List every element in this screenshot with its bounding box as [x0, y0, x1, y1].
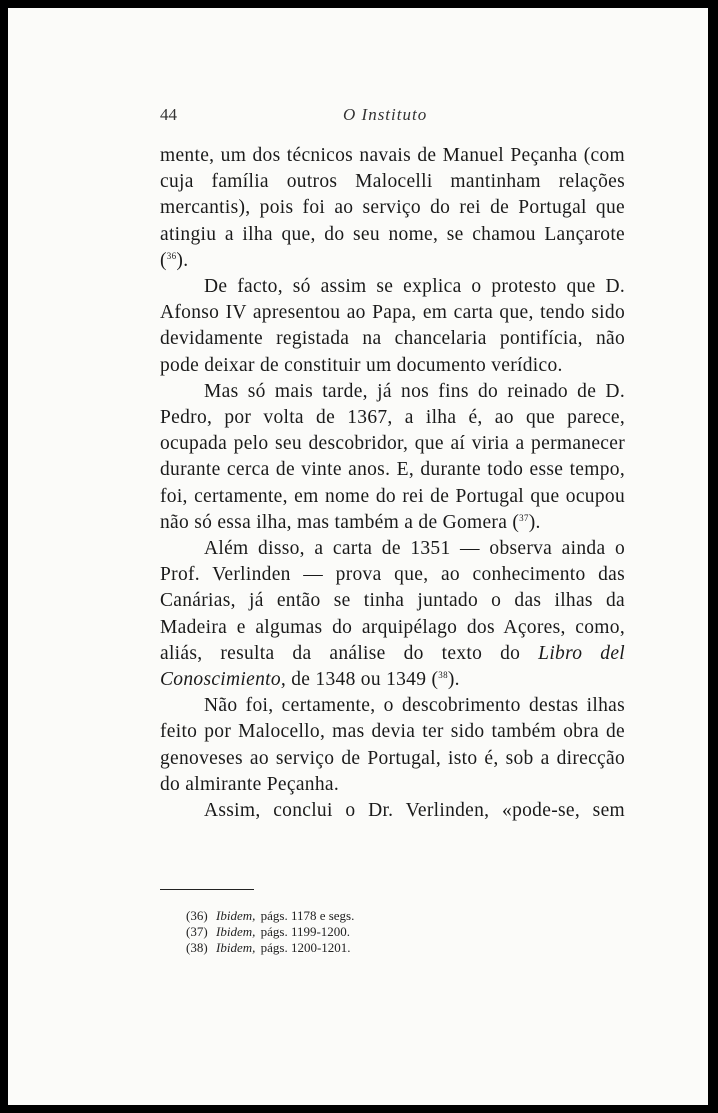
- footnote-detail: págs. 1200-1201.: [260, 940, 351, 955]
- footnote: [186, 924, 354, 940]
- body-text: [160, 143, 625, 824]
- paragraph-text: ).: [447, 669, 460, 691]
- paragraph: [160, 143, 625, 274]
- paragraph-text: ).: [528, 511, 541, 533]
- footnote-marker: (38): [186, 940, 208, 955]
- paragraph: [160, 379, 625, 536]
- footnote-reference: 37: [519, 512, 529, 523]
- paragraph: [160, 274, 625, 379]
- footnote-source: Ibidem,: [216, 924, 256, 939]
- paragraph-text: Não foi, certamente, o descobrimento destas ilhas feito por Malocello, mas devia ter sido também obra de genoveses ao serviço de Portugal, isto é, sob a direcção do almirante Peçanha.: [160, 695, 625, 795]
- paragraph-text: ).: [176, 249, 189, 271]
- paragraph-text: Assim, conclui o Dr. Verlinden, «pode-se, sem: [204, 800, 625, 822]
- footnote: [186, 908, 354, 924]
- page-number: 44: [160, 105, 177, 124]
- footnote-detail: págs. 1178 e segs.: [260, 908, 355, 923]
- running-title: O Instituto: [343, 105, 428, 124]
- footnote-source: Ibidem,: [216, 908, 256, 923]
- paragraph: [160, 536, 625, 693]
- paragraph-text: mente, um dos técnicos navais de Manuel Peçanha (com cuja família outros Malocelli mantinham relações mercantis), pois foi ao serviço do rei de Portugal que atingiu a ilha que, do seu nome, se chamou Lançarote (: [160, 145, 625, 271]
- footnote-marker: (36): [186, 908, 208, 923]
- book-page: [8, 8, 708, 1105]
- paragraph-text: Além disso, a carta de 1351 — observa ainda o Prof. Verlinden — prova que, ao conhecimento das Canárias, já então se tinha juntado o das ilhas da Madeira e algumas do arquipélago dos Açores, como, aliás, resulta da análise do texto do: [160, 538, 625, 664]
- footnote-reference: 38: [438, 670, 448, 681]
- footnote-source: Ibidem,: [216, 940, 256, 955]
- paragraph: [160, 798, 625, 824]
- paragraph-text: De facto, só assim se explica o protesto que D. Afonso IV apresentou ao Papa, em carta que, tendo sido devidamente registada na chancelaria pontifícia, não pode deixar de constituir um documento verídico.: [160, 276, 625, 376]
- paragraph-text: Mas só mais tarde, já nos fins do reinado de D. Pedro, por volta de 1367, a ilha é, ao que parece, ocupada pelo seu descobridor, que aí viria a permanecer durante cerca de vinte anos. E, durante todo esse tempo, foi, certamente, em nome do rei de Portugal que ocupou não só essa ilha, mas também a de Gomera (: [160, 380, 625, 533]
- footnote-detail: págs. 1199-1200.: [260, 924, 351, 939]
- footnote: [186, 940, 354, 956]
- page-header: [8, 105, 708, 127]
- paragraph-text: de 1348 ou 1349 (: [286, 669, 439, 691]
- footnote-marker: (37): [186, 924, 208, 939]
- footnote-reference: 36: [166, 250, 177, 261]
- footnote-rule: [160, 889, 254, 890]
- footnotes: [186, 908, 354, 956]
- italic-title: Libro del Conoscimiento,: [160, 642, 625, 691]
- paragraph: [160, 693, 625, 798]
